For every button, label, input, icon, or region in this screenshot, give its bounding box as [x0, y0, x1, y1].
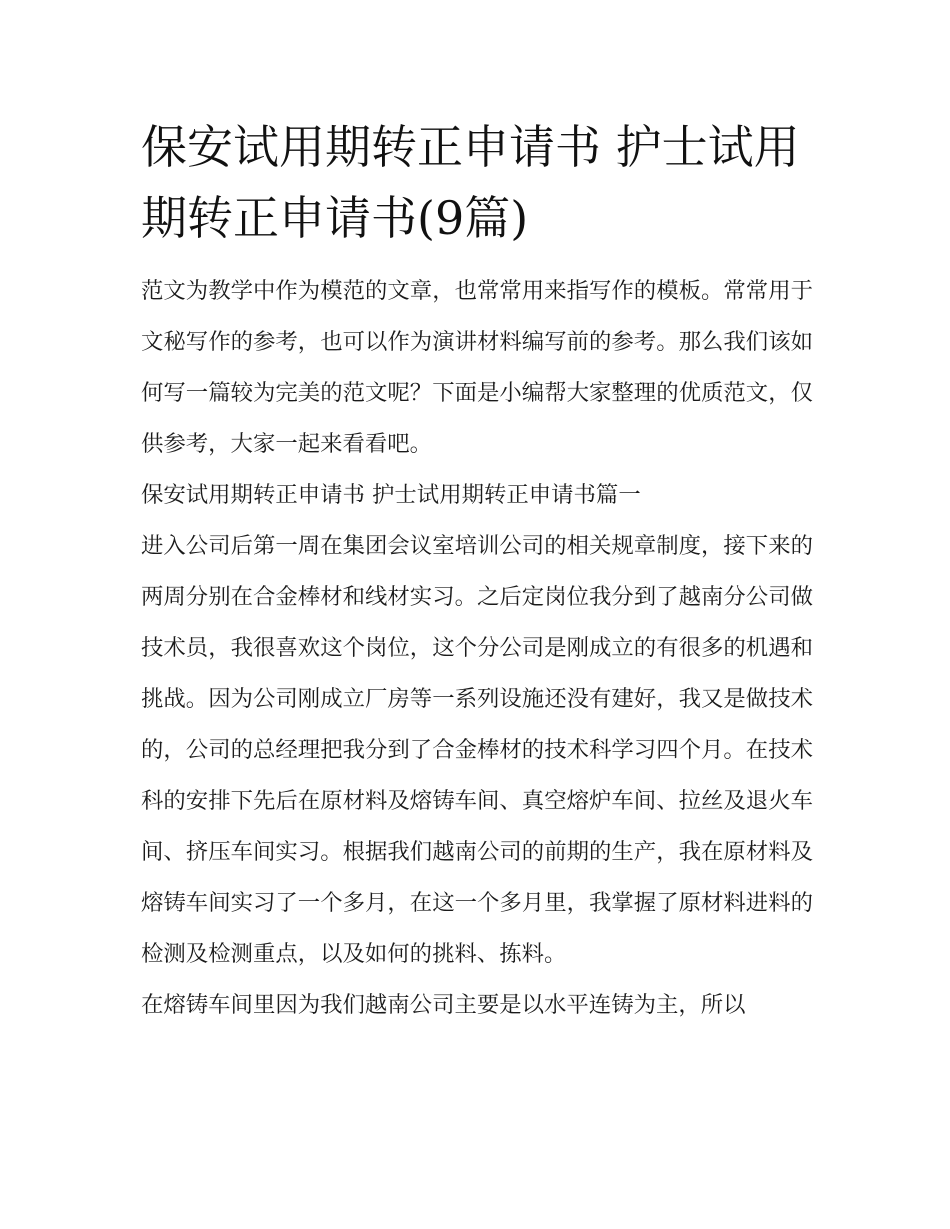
body-paragraph-2: 在熔铸车间里因为我们越南公司主要是以水平连铸为主，所以 [141, 992, 746, 1018]
section-heading: 保安试用期转正申请书 护士试用期转正申请书篇一 [141, 482, 641, 508]
document-body [141, 112, 813, 1031]
body-paragraph-1: 进入公司后第一周在集团会议室培训公司的相关规章制度，接下来的两周分别在合金棒材和线材实习。之后定岗位我分到了越南分公司做技术员，我很喜欢这个岗位，这个分公司是刚成立的有很多的机遇和挑战。因为公司刚成立厂房等一系列设施还没有建好，我又是做技术的，公司的总经理把我分到了合金棒材的技术科学习四个月。在技术科的安排下先后在原材料及熔铸车间、真空熔炉车间、拉丝及退火车间、挤压车间实习。根据我们越南公司的前期的生产，我在原材料及熔铸车间实习了一个多月，在这一个多月里，我掌握了原材料进料的检测及检测重点，以及如何的挑料、拣料。 [141, 533, 813, 967]
document-title: 保安试用期转正申请书 护士试用期转正申请书(9篇) [141, 120, 800, 245]
intro-paragraph: 范文为教学中作为模范的文章，也常常用来指写作的模板。常常用于文秘写作的参考，也可以作为演讲材料编写前的参考。那么我们该如何写一篇较为完美的范文呢？下面是小编帮大家整理的优质范文，仅供参考，大家一起来看看吧。 [141, 278, 813, 457]
